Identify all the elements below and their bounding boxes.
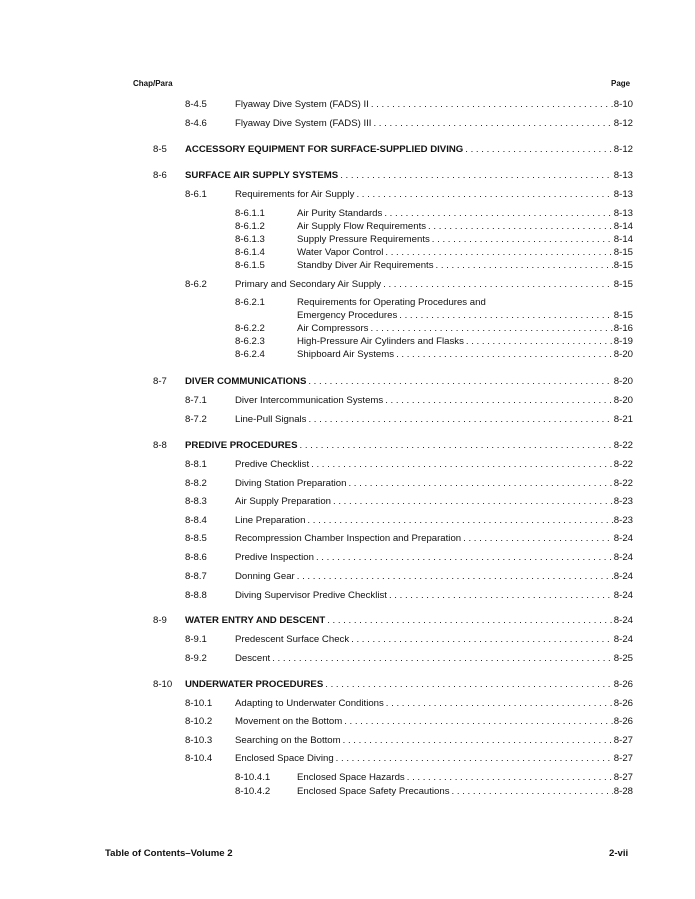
toc-subentry[interactable] [0,234,695,246]
toc-entry-number: 8-6.2.1 [235,297,265,308]
toc-entry-title: Standby Diver Air Requirements [297,260,434,271]
toc-entry-number: 8-6.1.5 [235,260,265,271]
toc-entry-title: Movement on the Bottom [235,716,343,727]
toc-entry-page: 8-25 [613,653,633,664]
toc-entry-page: 8-15 [613,247,633,258]
toc-entry-title: Donning Gear [235,571,295,582]
toc-section-title: UNDERWATER PROCEDURES [185,679,324,690]
toc-entry-page: 8-12 [613,118,633,129]
toc-entry-page: 8-12 [613,144,633,155]
toc-subentry[interactable] [0,349,695,361]
toc-entry[interactable] [0,716,695,728]
toc-entry-number: 8-8.3 [185,496,207,507]
toc-section-title: ACCESSORY EQUIPMENT FOR SURFACE-SUPPLIED DIVING [185,144,464,155]
toc-section-title: SURFACE AIR SUPPLY SYSTEMS [185,170,339,181]
toc-section[interactable] [0,615,695,627]
toc-entry-number: 8-6.2.2 [235,323,265,334]
toc-entry-number: 8-6.2.4 [235,349,265,360]
toc-entry-title: Water Vapor Control [297,247,384,258]
toc-entry-page: 8-20 [613,376,633,387]
toc-entry-title: Predive Checklist [235,459,310,470]
toc-entry[interactable] [0,515,695,527]
toc-entry-number: 8-9.1 [185,634,207,645]
toc-section-title: DIVER COMMUNICATIONS [185,376,307,387]
toc-entry-number: 8-10.1 [185,698,213,709]
toc-subentry[interactable] [0,786,695,798]
toc-entry-page: 8-15 [613,310,633,321]
toc-section-title: WATER ENTRY AND DESCENT [185,615,326,626]
toc-section[interactable] [0,376,695,388]
toc-entry-page: 8-20 [613,349,633,360]
toc-entry-page: 8-26 [613,679,633,690]
toc-section-number: 8-6 [153,170,167,181]
toc-entry-page: 8-15 [613,260,633,271]
toc-entry-number: 8-6.1.2 [235,221,265,232]
toc-entry-title: Requirements for Air Supply [235,189,355,200]
toc-subentry[interactable] [0,772,695,784]
toc-entry-page: 8-27 [613,753,633,764]
toc-entry[interactable] [0,118,695,130]
toc-entry-page: 8-10 [613,99,633,110]
toc-entry[interactable] [0,533,695,545]
toc-entry-title: Air Purity Standards [297,208,383,219]
toc-entry-number: 8-6.2.3 [235,336,265,347]
toc-entry-number: 8-10.4 [185,753,213,764]
toc-section[interactable] [0,440,695,452]
toc-entry-page: 8-14 [613,221,633,232]
toc-entry-title: Descent [235,653,271,664]
toc-entry-number: 8-8.2 [185,478,207,489]
toc-entry-title: Recompression Chamber Inspection and Preparation [235,533,462,544]
toc-entry[interactable] [0,478,695,490]
toc-entry[interactable] [0,395,695,407]
toc-entry-title: Line Preparation [235,515,306,526]
toc-entry-page: 8-13 [613,208,633,219]
toc-entry-title: Flyaway Dive System (FADS) III [235,118,372,129]
toc-entry-title: Diving Station Preparation [235,478,347,489]
toc-entry[interactable] [0,99,695,111]
toc-entry[interactable] [0,571,695,583]
toc-entry-page: 8-22 [613,478,633,489]
toc-subentry[interactable] [0,310,695,322]
toc-entry-page: 8-20 [613,395,633,406]
toc-subentry[interactable] [0,260,695,272]
toc-entry-page: 8-16 [613,323,633,334]
toc-entry-title: Predive Inspection [235,552,314,563]
toc-entry[interactable] [0,698,695,710]
toc-entry-title: Line-Pull Signals [235,414,307,425]
toc-entry-page: 8-26 [613,716,633,727]
toc-entry-page: 8-26 [613,698,633,709]
toc-entry-page: 8-27 [613,772,633,783]
toc-entry[interactable] [0,735,695,747]
toc-entry-page: 8-15 [613,279,633,290]
toc-entry-title: Air Supply Preparation [235,496,331,507]
toc-section[interactable] [0,170,695,182]
footer-document-title: Table of Contents–Volume 2 [105,848,233,859]
toc-entry-page: 8-27 [613,735,633,746]
toc-entry-title: Searching on the Bottom [235,735,341,746]
toc-entry[interactable] [0,414,695,426]
toc-entry-page: 8-24 [613,615,633,626]
toc-entry-number: 8-10.4.1 [235,772,271,783]
toc-entry[interactable] [0,753,695,765]
toc-entry-page: 8-24 [613,571,633,582]
toc-entry[interactable] [0,496,695,508]
toc-section-number: 8-7 [153,376,167,387]
toc-section-number: 8-5 [153,144,167,155]
toc-entry[interactable] [0,590,695,602]
toc-entry-title: Emergency Procedures [297,310,398,321]
toc-entry-page: 8-14 [613,234,633,245]
toc-entry-page: 8-13 [613,189,633,200]
toc-entry-page: 8-23 [613,515,633,526]
footer-page-number: 2-vii [609,848,629,859]
toc-entry-page: 8-19 [613,336,633,347]
toc-entry-title: Diving Supervisor Predive Checklist [235,590,387,601]
toc-subentry-first-line[interactable] [0,297,695,309]
toc-subentry[interactable] [0,208,695,220]
toc-entry-number: 8-6.2 [185,279,207,290]
toc-entry[interactable] [0,552,695,564]
toc-entry-page: 8-13 [613,170,633,181]
toc-entry-page: 8-23 [613,496,633,507]
toc-entry-number: 8-4.6 [185,118,207,129]
toc-entry-page: 8-21 [613,414,633,425]
toc-entry-number: 8-6.1.1 [235,208,265,219]
toc-subentry[interactable] [0,323,695,335]
toc-entry[interactable] [0,189,695,201]
toc-subentry[interactable] [0,336,695,348]
toc-entry-page: 8-24 [613,533,633,544]
toc-entry-title: Air Supply Flow Requirements [297,221,427,232]
toc-entry-number: 8-6.1.4 [235,247,265,258]
toc-entry-title: Primary and Secondary Air Supply [235,279,382,290]
toc-entry-number: 8-10.3 [185,735,213,746]
toc-subentry[interactable] [0,247,695,259]
toc-section-number: 8-8 [153,440,167,451]
toc-entry-title: Adapting to Underwater Conditions [235,698,384,709]
toc-entry-page: 8-28 [613,786,633,797]
toc-entry-title: Predescent Surface Check [235,634,350,645]
toc-entry-title-line1: Requirements for Operating Procedures and [297,297,486,308]
toc-entry-title: Air Compressors [297,323,369,334]
toc-entry[interactable] [0,279,695,291]
toc-entry-number: 8-9.2 [185,653,207,664]
toc-entry[interactable] [0,459,695,471]
toc-entry-page: 8-24 [613,552,633,563]
toc-section-title: PREDIVE PROCEDURES [185,440,298,451]
toc-entry-page: 8-24 [613,634,633,645]
toc-entry-number: 8-6.1 [185,189,207,200]
toc-entry-number: 8-8.5 [185,533,207,544]
toc-entry-title: Supply Pressure Requirements [297,234,430,245]
toc-entry-page: 8-22 [613,440,633,451]
toc-section-number: 8-10 [153,679,173,690]
toc-entry-page: 8-24 [613,590,633,601]
toc-entry-title: Enclosed Space Safety Precautions [297,786,450,797]
toc-entry-title: Enclosed Space Diving [235,753,334,764]
toc-entry-number: 8-8.7 [185,571,207,582]
toc-entry-number: 8-7.2 [185,414,207,425]
toc-section[interactable] [0,144,695,156]
toc-entry-number: 8-8.4 [185,515,207,526]
toc-entry-title: Flyaway Dive System (FADS) II [235,99,369,110]
toc-entry-title: High-Pressure Air Cylinders and Flasks [297,336,464,347]
toc-entry-number: 8-8.8 [185,590,207,601]
toc-entry-title: Shipboard Air Systems [297,349,395,360]
toc-entry-number: 8-8.6 [185,552,207,563]
toc-entry-number: 8-7.1 [185,395,207,406]
toc-entry[interactable] [0,653,695,665]
toc-entry-title: Diver Intercommunication Systems [235,395,384,406]
toc-entry-page: 8-22 [613,459,633,470]
toc-entry-number: 8-10.4.2 [235,786,271,797]
toc-subentry[interactable] [0,221,695,233]
toc-entry-number: 8-10.2 [185,716,213,727]
toc-section[interactable] [0,679,695,691]
toc-section-number: 8-9 [153,615,167,626]
toc-entry-title: Enclosed Space Hazards [297,772,405,783]
column-header-chap-para: Chap/Para [133,79,173,88]
column-header-page: Page [611,79,631,88]
toc-entry-number: 8-4.5 [185,99,207,110]
toc-entry-number: 8-8.1 [185,459,207,470]
toc-entry-number: 8-6.1.3 [235,234,265,245]
toc-entry[interactable] [0,634,695,646]
